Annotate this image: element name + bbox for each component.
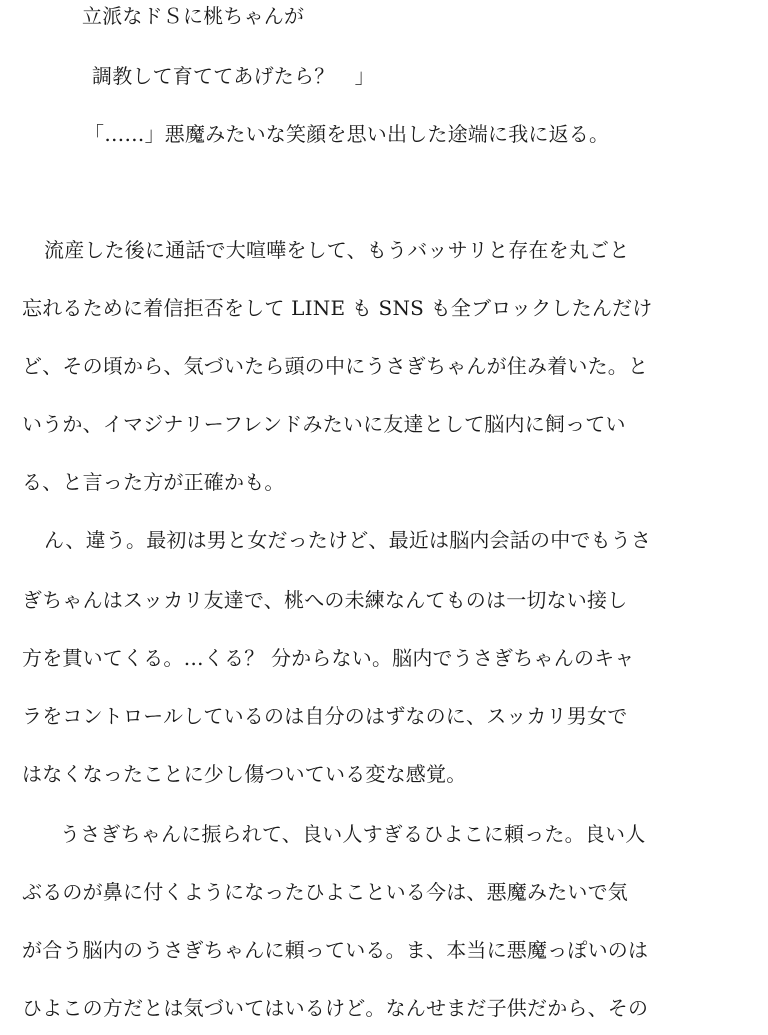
text-line: ぶるのが鼻に付くようになったひよこといる今は、悪魔みたいで気 [22,880,628,904]
text-line: る、と言った方が正確かも。 [22,470,285,494]
text-line: 流産した後に通話で大喧嘩をして、もうバッサリと存在を丸ごと [44,238,630,262]
text-line: ひよこの方だとは気づいてはいるけど。なんせまだ子供だから、その [22,996,649,1020]
text-line: ど、その頃から、気づいたら頭の中にうさぎちゃんが住み着いた。と [22,354,649,378]
text-line: はなくなったことに少し傷ついている変な感覚。 [22,762,467,786]
text-line: ぎちゃんはスッカリ友達で、桃への未練なんてものは一切ない接し [22,588,628,612]
text-line: 方を貫いてくる。…くる？ 分からない。脳内でうさぎちゃんのキャ [22,646,635,670]
text-line: いうか、イマジナリーフレンドみたいに友達として脳内に飼ってい [22,412,626,436]
text-line: 忘れるために着信拒否をして LINE も SNS も全ブロックしたんだけ [22,296,653,320]
text-line: ん、違う。最初は男と女だったけど、最近は脳内会話の中でもうさ [44,528,652,552]
text-line: 「……」悪魔みたいな笑顔を思い出した途端に我に返る。 [84,122,610,146]
text-line: 調教して育ててあげたら？ 」 [92,64,375,88]
text-line: 立派なドＳに桃ちゃんが [82,4,305,28]
text-line: が合う脳内のうさぎちゃんに頼っている。ま、本当に悪魔っぽいのは [22,938,649,962]
text-line: うさぎちゃんに振られて、良い人すぎるひよこに頼った。良い人 [60,822,646,846]
text-line: ラをコントロールしているのは自分のはずなのに、スッカリ男女で [22,704,628,728]
